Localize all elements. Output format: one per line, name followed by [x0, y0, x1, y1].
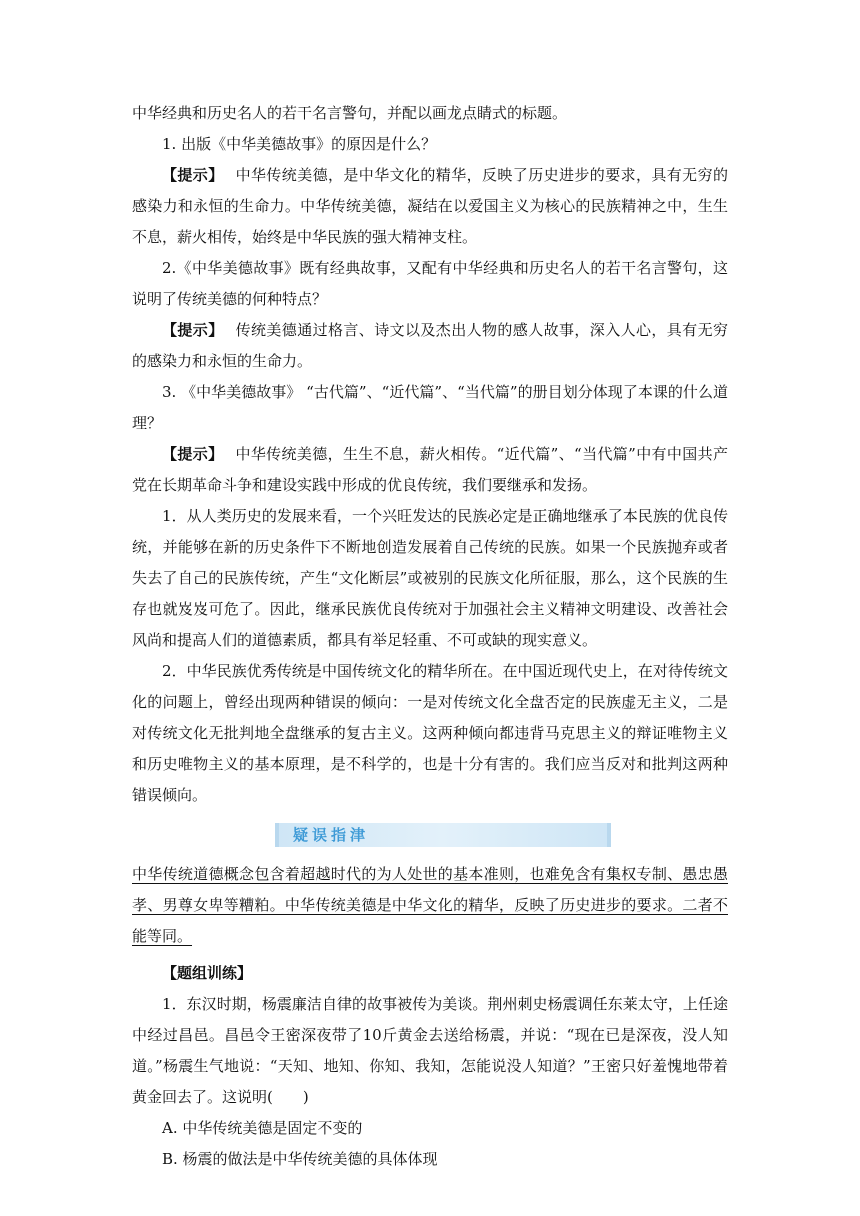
paragraph-1: 1．从人类历史的发展来看，一个兴旺发达的民族必定是正确地继承了本民族的优良传统，并能够在新的历史条件下不断地创造发展着自己传统的民族。如果一个民族抛弃或者失去了自己的民族传统，产生“文化断层”或被别的民族文化所征服，那么，这个民族的生存也就岌岌可危了。因此，继承民族优良传统对于加强社会主义精神文明建设、改善社会风尚和提高人们的道德素质，都具有举足轻重、不可或缺的现实意义。	[132, 507, 728, 649]
answer-3-text: 中华传统美德，生生不息，薪火相传。“近代篇”、“当代篇”中有中国共产党在长期革命斗争和建设实践中形成的优良传统，我们要继承和发扬。	[132, 445, 728, 494]
drill-question-1: 1．东汉时期，杨震廉洁自律的故事被传为美谈。荆州刺史杨震调任东莱太守，上任途中经过昌邑。昌邑令王密深夜带了10斤黄金去送给杨震，并说：“现在已是深夜，没人知道。”杨震生气地说：“天知、地知、你知、我知，怎能说没人知道？”王密只好羞愧地带着黄金回去了。这说明( )	[132, 995, 728, 1106]
answer-2	[132, 315, 728, 377]
answer-1-text: 中华传统美德，是中华文化的精华，反映了历史进步的要求，具有无穷的感染力和永恒的生命力。中华传统美德，凝结在以爱国主义为核心的民族精神之中，生生不息，薪火相传，始终是中华民族的强大精神支柱。	[132, 166, 728, 246]
question-1: 1. 出版《中华美德故事》的原因是什么？	[162, 135, 437, 153]
drill-title: 【题组训练】	[162, 964, 253, 982]
option-a: A. 中华传统美德是固定不变的	[162, 1119, 363, 1137]
answer-2-text: 传统美德通过格言、诗文以及杰出人物的感人故事，深入人心，具有无穷的感染力和永恒的生命力。	[132, 321, 728, 370]
answer-1	[132, 160, 728, 253]
intro-line: 中华经典和历史名人的若干名言警句，并配以画龙点睛式的标题。	[132, 104, 568, 122]
paragraph-2: 2．中华民族优秀传统是中国传统文化的精华所在。在中国近现代史上，在对待传统文化的问题上，曾经出现两种错误的倾向：一是对传统文化全盘否定的民族虚无主义，二是对传统文化无批判地全盘继承的复古主义。这两种倾向都违背马克思主义的辩证唯物主义和历史唯物主义的基本原理，是不科学的，也是十分有害的。我们应当反对和批判这两种错误倾向。	[132, 662, 728, 804]
question-2: 2.《中华美德故事》既有经典故事，又配有中华经典和历史名人的若干名言警句，这说明了传统美德的何种特点？	[132, 259, 728, 308]
hint-label: 【提示】	[162, 166, 224, 184]
question-3: 3. 《中华美德故事》 “古代篇”、“近代篇”、“当代篇”的册目划分体现了本课的什么道理？	[132, 383, 728, 432]
hint-label: 【提示】	[162, 321, 224, 339]
section-banner	[132, 815, 728, 859]
hint-label: 【提示】	[162, 445, 224, 463]
answer-3	[132, 439, 728, 501]
document-body	[132, 98, 728, 1175]
option-b: B. 杨震的做法是中华传统美德的具体体现	[162, 1150, 438, 1168]
banner-title: 疑误指津	[293, 826, 370, 844]
banner-box	[275, 823, 611, 847]
clarification-text: 中华传统道德概念包含着超越时代的为人处世的基本准则，也难免含有集权专制、愚忠愚孝、男尊女卑等糟粕。中华传统美德是中华文化的精华，反映了历史进步的要求。二者不能等同。	[132, 865, 728, 945]
